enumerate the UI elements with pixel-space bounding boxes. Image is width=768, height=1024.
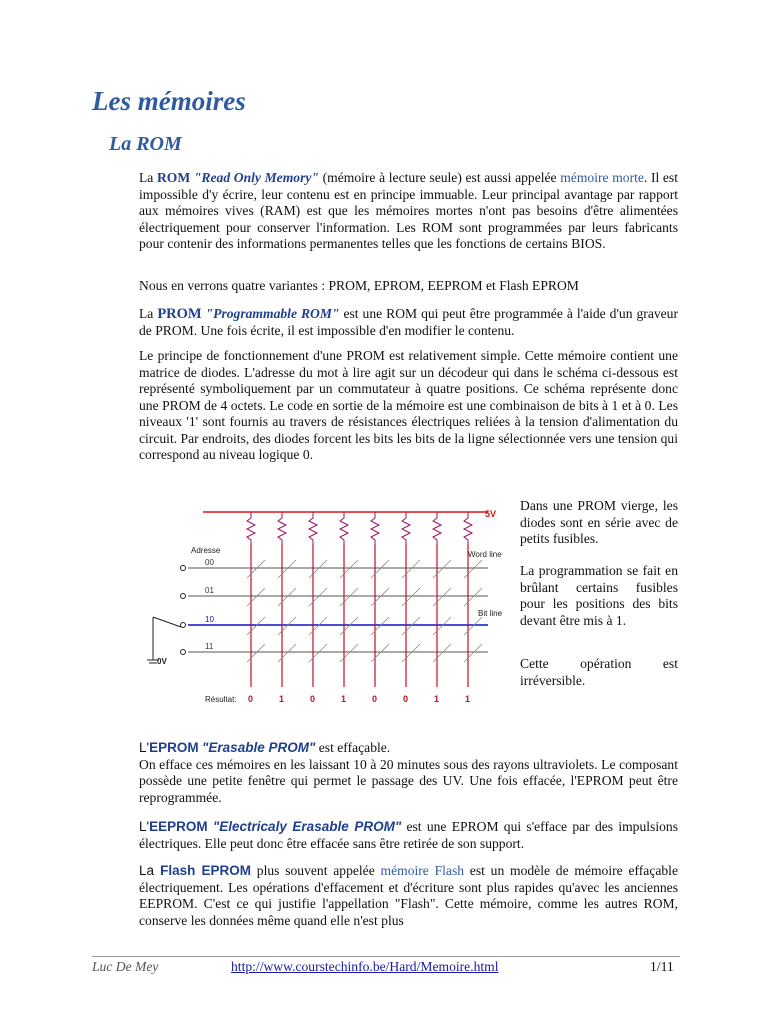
diode — [340, 588, 358, 606]
variants-paragraph: Nous en verrons quatre variantes : PROM, EPROM, EEPROM et Flash EPROM — [139, 278, 579, 293]
result-bit: 1 — [434, 694, 440, 704]
word-line-label: Word line — [468, 550, 502, 559]
address-code: 10 — [205, 615, 214, 624]
diode — [309, 588, 327, 606]
resistor — [464, 512, 472, 544]
diode — [340, 560, 358, 578]
side-note-3: Cette opération est irréversible. — [520, 656, 678, 688]
footer-divider — [92, 956, 680, 957]
switch-contact — [181, 566, 186, 571]
side-note-2: La programmation se fait en brûlant certains fusibles pour les positions des bits devant être mis à 1. — [520, 563, 678, 628]
footer-url-link[interactable]: http://www.courstechinfo.be/Hard/Memoire.html — [231, 959, 499, 974]
result-bit: 1 — [465, 694, 471, 704]
diode — [371, 617, 389, 635]
principle-paragraph: Le principe de fonctionnement d'une PROM est relativement simple. Cette mémoire contient une matrice de diodes. L'adresse du mot à lire agit sur un décodeur qui dans le schéma ci-dessous est représenté symboliquement par un commutateur à quatre positions. Ce schéma représente donc une PROM de 4 octets. Le code en sortie de la mémoire est une combinaison de bits à 1 et à 0. Les niveaux '1' sont fournis au travers de résistances électriques reliées à la tension d'alimentation du circuit. Par endroits, des diodes forcent les bits les bits de la ligne sélectionnée vers une tension qui correspond au niveau logique 0. — [139, 348, 678, 462]
diode — [402, 644, 420, 662]
resistor — [247, 512, 255, 544]
diode — [371, 644, 389, 662]
diode — [402, 588, 420, 606]
resistor — [278, 512, 286, 544]
resistor — [402, 512, 410, 544]
diode — [433, 617, 451, 635]
resistor — [433, 512, 441, 544]
diode — [464, 588, 482, 606]
diode — [247, 588, 265, 606]
supply-label: 5V — [485, 509, 497, 519]
diode — [247, 617, 265, 635]
result-bit: 1 — [341, 694, 347, 704]
result-bit: 0 — [310, 694, 316, 704]
diode — [278, 560, 296, 578]
diode — [371, 588, 389, 606]
footer-author: Luc De Mey — [92, 959, 159, 974]
switch-contact — [181, 623, 186, 628]
address-label: Adresse — [191, 546, 221, 555]
diode — [340, 617, 358, 635]
resistor — [340, 512, 348, 544]
diode — [371, 560, 389, 578]
diode — [247, 644, 265, 662]
result-label: Résultat: — [205, 695, 237, 704]
result-bit: 0 — [403, 694, 409, 704]
prom-diagram — [143, 502, 515, 710]
diode — [278, 644, 296, 662]
resistor — [371, 512, 379, 544]
diode — [464, 560, 482, 578]
switch-contact — [181, 594, 186, 599]
address-code: 11 — [205, 642, 214, 651]
memoire-flash-link[interactable]: mémoire Flash — [380, 863, 465, 878]
diode — [309, 644, 327, 662]
diode — [247, 560, 265, 578]
address-code: 00 — [205, 558, 214, 567]
flash-paragraph: La Flash EPROM plus souvent appelée mémoire Flash est un modèle de mémoire effaçable électriquement. Les opérations d'effacement et d'écriture sont plus rapides qu'avec les anciennes EEPROM. C'est ce qui justifie l'appellation "Flash". Cette mémoire, comme les autres ROM, conserve les données même quand elle n'est plus — [139, 863, 678, 928]
resistor — [309, 512, 317, 544]
diode — [402, 560, 420, 578]
diode — [278, 588, 296, 606]
bit-line-label: Bit line — [478, 609, 503, 618]
eprom-paragraph: L'EPROM "Erasable PROM" est effaçable. On efface ces mémoires en les laissant 10 à 20 minutes sous des rayons ultraviolets. Le composant possède une petite fenêtre qui permet le passage des UV. Une fois effacée, l'EPROM peut être reprogrammée. — [139, 740, 678, 805]
result-bit: 0 — [372, 694, 378, 704]
rom-paragraph: La ROM "Read Only Memory" (mémoire à lecture seule) est aussi appelée mémoire morte. Il est impossible d'y écrire, leur contenu est en principe immuable. Leur principal avantage par rapport aux mémoires vives (RAM) est que les mémoires mortes n'ont pas besoins d'être alimentées électriquement pour conserver l'information. Les ROM sont programmées par leurs fabricants pour contenir des informations permanentes telles que les fonctions de certains BIOS. — [139, 170, 678, 251]
diode — [309, 560, 327, 578]
side-note-1: Dans une PROM vierge, les diodes sont en série avec de petits fusibles. — [520, 498, 678, 546]
diode — [464, 617, 482, 635]
prom-paragraph: La PROM "Programmable ROM" est une ROM qui peut être programmée à l'aide d'un graveur de PROM. Une fois écrite, il est impossible d'en modifier le contenu. — [139, 306, 679, 338]
diode — [402, 617, 420, 635]
result-bit: 1 — [279, 694, 285, 704]
diode — [433, 588, 451, 606]
page-title: Les mémoires — [92, 86, 246, 116]
switch-contact — [181, 650, 186, 655]
diode — [433, 560, 451, 578]
diode — [309, 617, 327, 635]
diode — [464, 644, 482, 662]
section-title: La ROM — [109, 133, 182, 155]
diode — [340, 644, 358, 662]
address-code: 01 — [205, 586, 214, 595]
memoire-morte-link[interactable]: mémoire morte — [560, 170, 644, 185]
footer-page-number: 1/11 — [650, 959, 674, 974]
result-bit: 0 — [248, 694, 254, 704]
diode — [278, 617, 296, 635]
eeprom-paragraph: L'EEPROM "Electricaly Erasable PROM" est une EPROM qui s'efface par des impulsions électriques. Elle peut donc être effacée sans être retirée de son support. — [139, 819, 679, 851]
ground-label: 0V — [157, 657, 167, 666]
diode — [433, 644, 451, 662]
